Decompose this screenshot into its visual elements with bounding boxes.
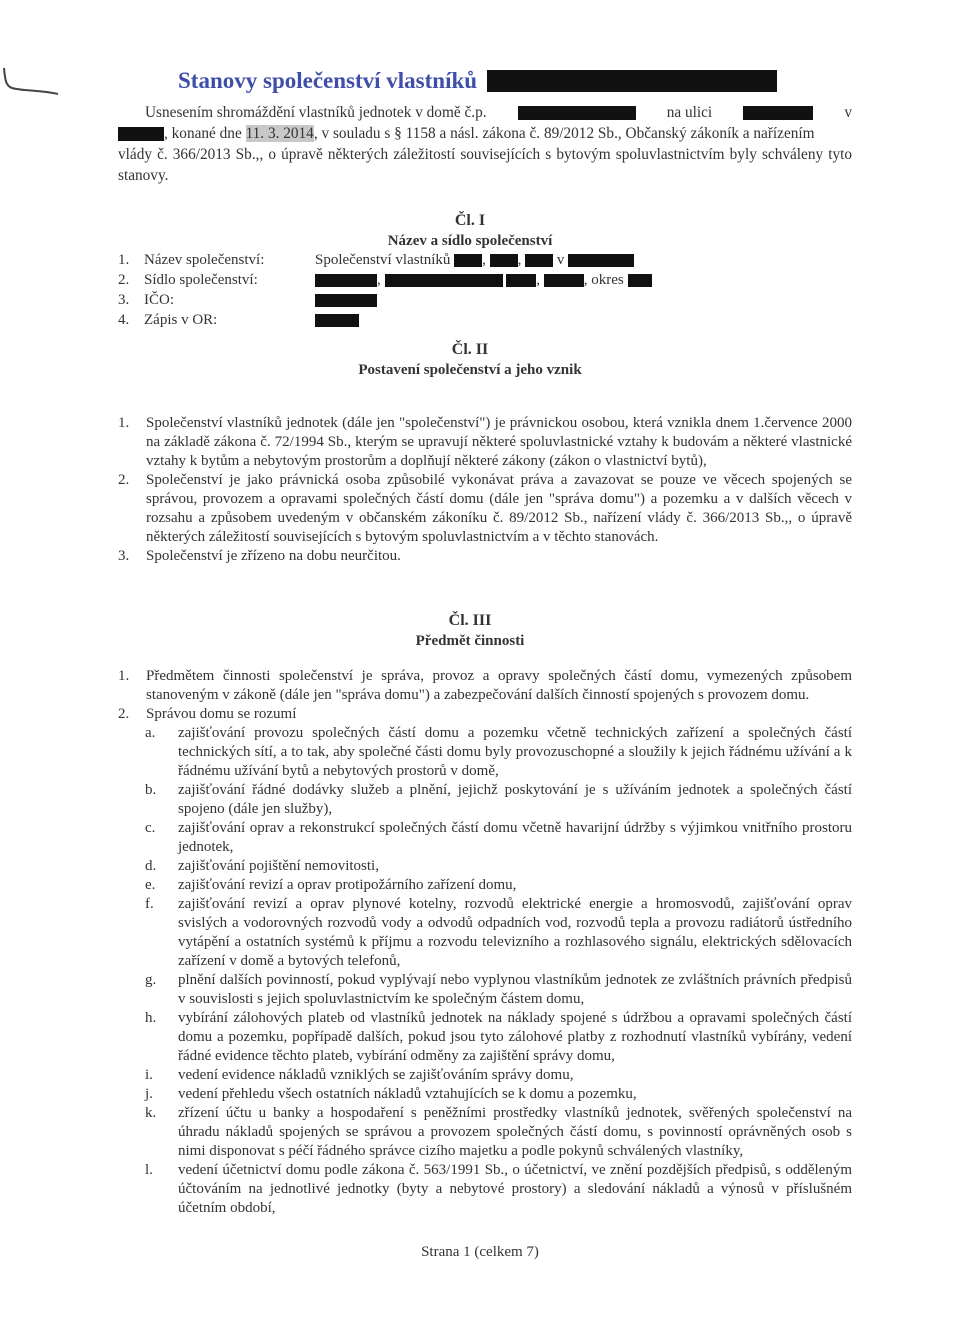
article-title: Předmět činnosti <box>415 633 525 649</box>
sublist-item <box>118 1085 852 1104</box>
article-number: Čl. II <box>451 341 489 358</box>
item-letter: e. <box>145 877 156 893</box>
intro-text: Usnesením shromáždění vlastníků jednotek v domě č.p. <box>145 104 487 121</box>
row-number: 1. <box>118 251 130 268</box>
redaction-bar <box>454 254 482 267</box>
item-number: 1. <box>118 668 130 684</box>
info-row <box>118 270 652 290</box>
redaction-bar <box>568 254 634 267</box>
meeting-date: 11. 3. 2014 <box>245 125 314 142</box>
item-text: Správou domu se rozumí <box>146 706 297 722</box>
sublist-container <box>118 724 852 1218</box>
row-label: Zápis v OR: <box>144 311 218 328</box>
item-text: Společenství je zřízeno na dobu neurčitou. <box>146 548 401 564</box>
sublist-item <box>118 895 852 971</box>
sublist-item <box>118 781 852 819</box>
item-letter: h. <box>145 1010 157 1026</box>
item-text: zřízení účtu u banky a hospodaření s peněžními prostředky vlastníků jednotek, svěřených společenství na úhradu nákladů spojených se správou a provozem společných částí domu, s povinností oprávněných osob s nimi disponovat s péčí řádného správce cizího majetku a podle pokynů schválených vlastníky, <box>178 1105 852 1159</box>
item-letter: j. <box>145 1086 153 1102</box>
item-letter: i. <box>145 1067 153 1083</box>
sublist-item <box>118 857 852 876</box>
intro-text: vlády č. 366/2013 Sb.,, o úpravě některých záležitostí souvisejících s bytovým spoluvlastnictvím byly schváleny tyto stanovy. <box>118 146 852 184</box>
item-text: zajišťování revizí a oprav plynové kotelny, rozvodů elektrické energie a hromosvodů, zajišťování oprav svislých a vodorovných rozvodů vody a odvodů odpadních vod, rozvodů tepla a provozu radiátorů ústředního vytápění a ostatních systémů k příjmu a rozvodu televizního a rozhlasového signálu, elektrických sdělovacích zařízení v domě a bytových telefonů, <box>178 896 852 969</box>
article-3-list <box>118 667 852 1218</box>
item-letter: d. <box>145 858 157 874</box>
article-title: Název a sídlo společenství <box>387 233 553 249</box>
article-3-heading <box>300 611 640 651</box>
article-title: Postavení společenství a jeho vznik <box>358 362 582 378</box>
article-2-heading <box>300 340 640 380</box>
intro-text: na ulici <box>666 104 713 121</box>
item-text: vedení přehledu všech ostatních nákladů vztahujících se k domu a pozemku, <box>178 1086 637 1102</box>
sublist-item <box>118 1066 852 1085</box>
item-text: vedení účetnictví domu podle zákona č. 563/1991 Sb., o účetnictví, ve znění pozdějších předpisů, s odděleným účtováním na jednotlivé jednotky (byty a nebytové prostory) a sledování nákladů a výnosů v příslušném účetním období, <box>178 1162 852 1216</box>
row-number: 4. <box>118 311 130 328</box>
redaction-bar <box>743 106 813 120</box>
sublist-item <box>118 1104 852 1161</box>
redaction-bar <box>525 254 553 267</box>
document-title <box>178 68 777 94</box>
info-row <box>118 310 652 330</box>
list-item <box>118 547 852 566</box>
item-text: Předmětem činnosti společenství je správa, provoz a opravy společných částí domu, vymezených způsobem stanoveným v zákoně (dále jen "správa domu") a zabezpečování dalších činností spojených s provozem domu. <box>146 668 852 703</box>
sublist-item <box>118 971 852 1009</box>
page-footer: Strana 1 (celkem 7) <box>421 1244 539 1260</box>
article-2-list <box>118 414 852 566</box>
redaction-bar <box>490 254 518 267</box>
handwritten-mark <box>0 60 70 110</box>
list-item <box>118 705 852 724</box>
redaction-bar <box>487 70 777 92</box>
row-value <box>315 294 377 307</box>
item-letter: k. <box>145 1105 157 1121</box>
item-letter: f. <box>145 896 154 912</box>
item-text: vedení evidence nákladů vzniklých se zajišťováním správy domu, <box>178 1067 574 1083</box>
item-number: 2. <box>118 706 130 722</box>
item-text: zajišťování pojištění nemovitosti, <box>178 858 379 874</box>
item-letter: b. <box>145 782 157 798</box>
list-item <box>118 471 852 547</box>
row-number: 2. <box>118 271 130 288</box>
item-number: 3. <box>118 548 130 564</box>
item-text: zajišťování revizí a oprav protipožárního zařízení domu, <box>178 877 517 893</box>
list-item <box>118 414 852 471</box>
redaction-bar <box>118 127 164 141</box>
item-text: plnění dalších povinností, pokud vyplývají nebo vyplynou vlastníkům jednotek ze zvláštních právních předpisů v souvislosti s jejich spoluvlastnictvím ke společným částem domu, <box>178 972 852 1007</box>
row-label: Sídlo společenství: <box>144 271 258 288</box>
district-label: , okres <box>583 271 624 288</box>
redaction-bar <box>315 274 377 287</box>
row-value <box>315 314 359 327</box>
item-number: 1. <box>118 415 130 431</box>
item-letter: g. <box>145 972 157 988</box>
info-row <box>118 290 652 310</box>
service-sublist <box>118 724 852 1218</box>
redaction-bar <box>628 274 652 287</box>
sublist-item <box>118 819 852 857</box>
row-value: , , , okres <box>315 272 652 289</box>
title-text: Stanovy společenství vlastníků <box>178 68 478 93</box>
list-item <box>118 667 852 705</box>
row-label: Název společenství: <box>144 251 265 268</box>
row-label: IČO: <box>144 291 174 308</box>
item-letter: c. <box>145 820 156 836</box>
redaction-bar <box>518 106 636 120</box>
item-text: zajišťování řádné dodávky služeb a plnění, jejichž poskytování je s užíváním jednotek a společných částí spojeno (dále jen služby), <box>178 782 852 817</box>
sublist-item <box>118 1161 852 1218</box>
item-text: Společenství je jako právnická osoba způsobilé vykonávat práva a zavazovat se pouze ve věcech spojených se správou, provozem a opravami společných částí domu (dále jen "správa domu") a pozemku a v dalších věcech v rozsahu a způsobem uvedeným v občanském zákoníku č. 89/2012 Sb., nařízení vlády č. 366/2013 Sb.,, o úpravě některých záležitostí souvisejících s bytovým spoluvlastnictvím a v těchto stanovách. <box>146 472 852 545</box>
redaction-bar <box>315 294 377 307</box>
article-number: Čl. I <box>454 212 486 229</box>
row-value: Společenství vlastníků , , v <box>315 252 634 269</box>
item-text: zajišťování provozu společných částí domu a pozemku včetně technických zařízení a společných částí technických sítí, a to tak, aby společné části domu byly provozuschopné a sloužily k jejich řádnému užívání a k řádnému užívání bytů a nebytových prostorů v domě, <box>178 725 852 779</box>
redaction-bar <box>385 274 503 287</box>
item-text: Společenství vlastníků jednotek (dále jen "společenství") je právnickou osobou, která vznikla dnem 1.července 2000 na základě zákona č. 72/1994 Sb., kterým se upravují některé spoluvlastnické vztahy k budovám a některé vlastnické vztahy k bytům a nebytovým prostorům a doplňují některé zákony (zákon o vlastnictví bytů), <box>146 415 852 469</box>
company-info-table <box>118 250 652 330</box>
item-text: vybírání zálohových plateb od vlastníků jednotek na náklady spojené s údržbou a opravami společných částí domu a pozemku, popřípadě dalších, pokud jsou tyto zálohové platby z rozhodnutí vlastníků vybírány, vedení řádné evidence těchto plateb, vybírání odměny za zajištění správy domu, <box>178 1010 852 1064</box>
company-name: Společenství vlastníků <box>315 251 451 268</box>
sublist-item <box>118 724 852 781</box>
article-number: Čl. III <box>448 612 492 629</box>
item-letter: l. <box>145 1162 153 1178</box>
intro-text: , konané dne <box>164 125 242 142</box>
info-row <box>118 250 652 270</box>
intro-paragraph <box>118 102 852 186</box>
company-location-prefix: v <box>556 251 565 268</box>
intro-text: , v souladu s § 1158 a násl. zákona č. 89/2012 Sb., Občanský zákoník a nařízením <box>313 125 815 142</box>
intro-text: v <box>844 104 852 121</box>
redaction-bar <box>315 314 359 327</box>
row-number: 3. <box>118 291 130 308</box>
item-letter: a. <box>145 725 156 741</box>
item-number: 2. <box>118 472 130 488</box>
redaction-bar <box>544 274 584 287</box>
item-text: zajišťování oprav a rekonstrukcí společných částí domu včetně havarijní údržby s výjimkou vnitřního prostoru jednotek, <box>178 820 852 855</box>
sublist-item <box>118 1009 852 1066</box>
article-1-heading <box>300 211 640 251</box>
sublist-item <box>118 876 852 895</box>
redaction-bar <box>506 274 536 287</box>
